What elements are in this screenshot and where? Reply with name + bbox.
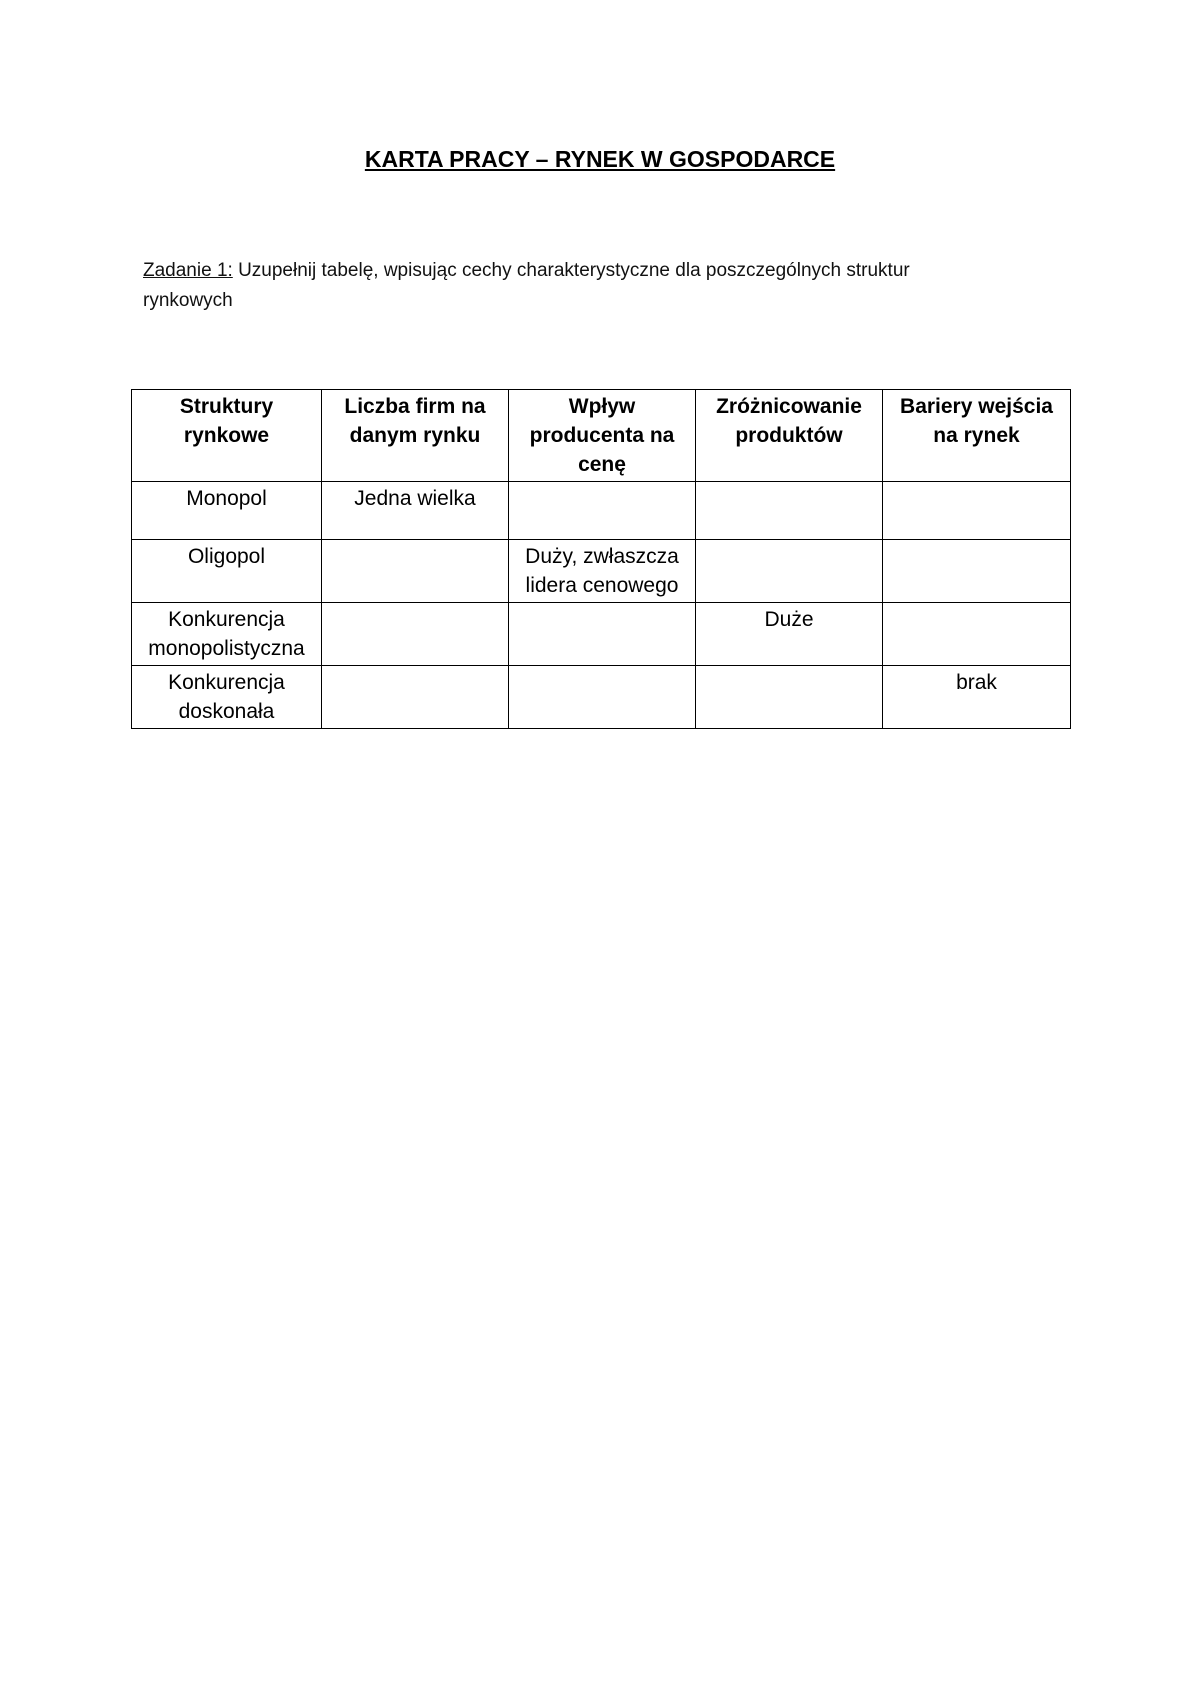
table-cell: Duży, zwłaszcza lidera cenowego xyxy=(509,540,696,603)
table-cell xyxy=(696,540,883,603)
task-instruction xyxy=(143,256,983,316)
table-cell xyxy=(509,603,696,666)
table-cell: Monopol xyxy=(132,482,322,540)
task-text: Uzupełnij tabelę, wpisując cechy charakterystyczne dla poszczególnych struktur rynkowych xyxy=(143,260,910,311)
table-cell xyxy=(696,482,883,540)
table-cell: Oligopol xyxy=(132,540,322,603)
table-cell xyxy=(883,540,1071,603)
table-cell xyxy=(322,666,509,729)
header-cell: Bariery wejścia na rynek xyxy=(883,390,1071,482)
table-cell: Konkurencja doskonała xyxy=(132,666,322,729)
table-header-row xyxy=(132,390,1071,482)
market-structures-table xyxy=(131,389,1071,729)
table-cell xyxy=(883,603,1071,666)
table-cell xyxy=(883,482,1071,540)
table-cell xyxy=(322,603,509,666)
table-row xyxy=(132,603,1071,666)
table-row xyxy=(132,666,1071,729)
table-cell: Duże xyxy=(696,603,883,666)
table-cell xyxy=(509,666,696,729)
header-cell: Zróżnicowanie produktów xyxy=(696,390,883,482)
task-label: Zadanie 1: xyxy=(143,260,233,281)
table-cell: Konkurencja monopolistyczna xyxy=(132,603,322,666)
table-cell: brak xyxy=(883,666,1071,729)
header-cell: Struktury rynkowe xyxy=(132,390,322,482)
table-cell xyxy=(509,482,696,540)
table-row xyxy=(132,482,1071,540)
table-cell xyxy=(696,666,883,729)
header-cell: Liczba firm na danym rynku xyxy=(322,390,509,482)
page-title: KARTA PRACY – RYNEK W GOSPODARCE xyxy=(364,146,836,172)
table-cell xyxy=(322,540,509,603)
table-cell: Jedna wielka xyxy=(322,482,509,540)
table-row xyxy=(132,540,1071,603)
header-cell: Wpływ producenta na cenę xyxy=(509,390,696,482)
